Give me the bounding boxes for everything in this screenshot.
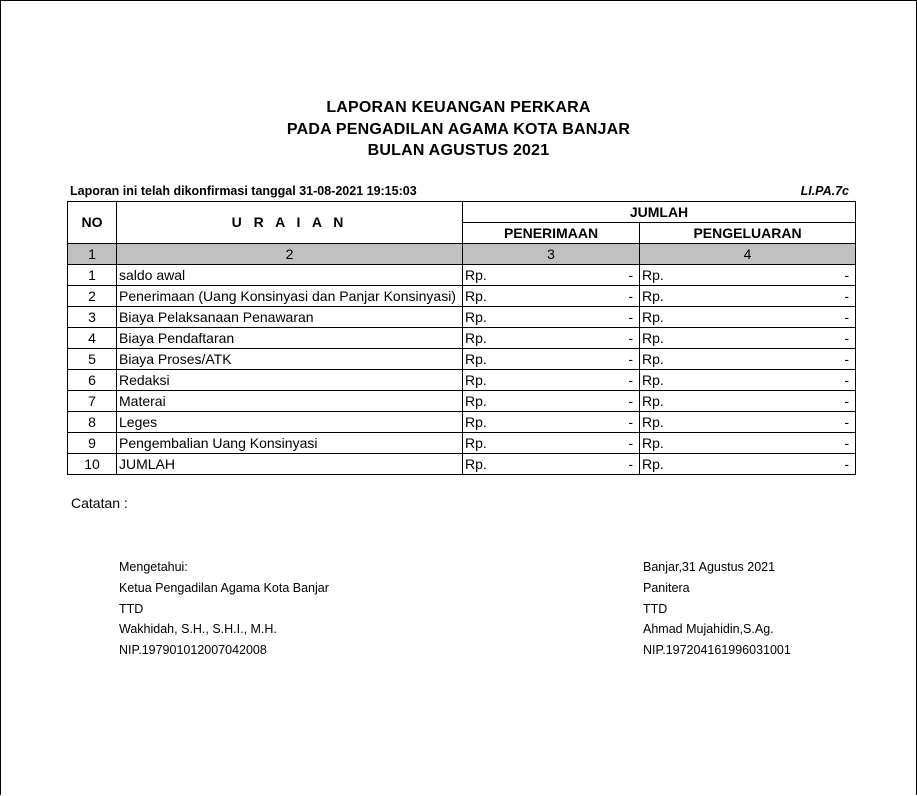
signature-left-name: Wakhidah, S.H., S.H.I., M.H. [119,622,277,637]
row-pengeluaran [640,349,856,370]
row-no: 8 [68,412,117,433]
amount-value: - [844,392,849,409]
currency-label: Rp. [465,434,487,451]
table-row [68,454,856,475]
row-penerimaan [463,433,640,454]
signature-left-line3: TTD [119,601,144,616]
amount-value: - [628,371,633,388]
table-row [68,328,856,349]
currency-label: Rp. [465,287,487,304]
currency-label: Rp. [465,266,487,283]
currency-label: Rp. [642,392,664,409]
row-pengeluaran [640,328,856,349]
row-pengeluaran [640,370,856,391]
row-uraian: JUMLAH [117,454,463,475]
signature-right-name: Ahmad Mujahidin,S.Ag. [643,622,774,637]
row-uraian: Leges [117,412,463,433]
row-penerimaan [463,391,640,412]
row-no: 7 [68,391,117,412]
signature-left-line1: Mengetahui: [119,560,188,574]
amount-value: - [628,413,633,430]
row-penerimaan [463,307,640,328]
row-uraian: Biaya Proses/ATK [117,349,463,370]
row-no: 10 [68,454,117,475]
header-pengeluaran: PENGELUARAN [640,223,856,244]
amount-value: - [628,266,633,283]
title-line-3: BULAN AGUSTUS 2021 [367,142,550,159]
row-pengeluaran [640,307,856,328]
header-uraian: U R A I A N [117,202,463,244]
table-row [68,391,856,412]
row-penerimaan [463,328,640,349]
table-header-row [68,202,856,223]
currency-label: Rp. [642,413,664,430]
amount-value: - [844,371,849,388]
currency-label: Rp. [465,350,487,367]
notes-label: Catatan : [71,495,128,511]
signature-left [119,557,329,661]
title-line-1: LAPORAN KEUANGAN PERKARA [326,99,591,116]
table-row [68,412,856,433]
amount-value: - [844,266,849,283]
row-uraian: Biaya Pendaftaran [117,328,463,349]
currency-label: Rp. [642,266,664,283]
amount-value: - [628,434,633,451]
amount-value: - [844,308,849,325]
row-penerimaan [463,370,640,391]
currency-label: Rp. [642,455,664,472]
table-row [68,265,856,286]
row-uraian: Pengembalian Uang Konsinyasi [117,433,463,454]
row-no: 2 [68,286,117,307]
column-number: 1 [68,244,117,265]
row-uraian: Materai [117,391,463,412]
row-pengeluaran [640,412,856,433]
signature-left-nip: NIP.197901012007042008 [119,643,267,658]
header-jumlah: JUMLAH [463,202,856,223]
table-row [68,433,856,454]
table-row [68,307,856,328]
amount-value: - [628,392,633,409]
signature-right-line2: Panitera [643,580,690,595]
row-no: 3 [68,307,117,328]
row-no: 4 [68,328,117,349]
amount-value: - [844,329,849,346]
amount-value: - [844,455,849,472]
row-no: 9 [68,433,117,454]
amount-value: - [844,350,849,367]
currency-label: Rp. [465,308,487,325]
column-number-row [68,244,856,265]
amount-value: - [628,308,633,325]
header-no: NO [68,202,117,244]
currency-label: Rp. [642,287,664,304]
amount-value: - [628,350,633,367]
currency-label: Rp. [465,413,487,430]
amount-value: - [628,329,633,346]
signature-left-line2: Ketua Pengadilan Agama Kota Banjar [119,580,329,595]
amount-value: - [628,455,633,472]
currency-label: Rp. [642,371,664,388]
form-code: LI.PA.7c [800,184,849,198]
row-pengeluaran [640,433,856,454]
signature-right-line1: Banjar,31 Agustus 2021 [643,560,776,574]
row-penerimaan [463,349,640,370]
table-row [68,349,856,370]
row-penerimaan [463,286,640,307]
amount-value: - [844,434,849,451]
amount-value: - [844,413,849,430]
row-uraian: saldo awal [117,265,463,286]
signature-right-line3: TTD [643,601,668,616]
confirmation-text: Laporan ini telah dikonfirmasi tanggal 31-08-2021 19:15:03 [70,184,417,198]
row-penerimaan [463,454,640,475]
row-uraian: Penerimaan (Uang Konsinyasi dan Panjar Konsinyasi) [117,286,463,307]
row-penerimaan [463,265,640,286]
row-uraian: Redaksi [117,370,463,391]
row-pengeluaran [640,265,856,286]
row-penerimaan [463,412,640,433]
amount-value: - [628,287,633,304]
report-table [67,201,856,475]
column-number: 4 [640,244,856,265]
currency-label: Rp. [642,350,664,367]
amount-value: - [844,287,849,304]
row-pengeluaran [640,391,856,412]
currency-label: Rp. [642,434,664,451]
currency-label: Rp. [642,308,664,325]
row-no: 6 [68,370,117,391]
title-line-2: PADA PENGADILAN AGAMA KOTA BANJAR [286,120,631,138]
signature-right [643,557,791,661]
table-row [68,370,856,391]
row-uraian: Biaya Pelaksanaan Penawaran [117,307,463,328]
report-title [0,97,917,162]
currency-label: Rp. [465,371,487,388]
signature-right-nip: NIP.197204161996031001 [643,643,791,658]
header-penerimaan: PENERIMAAN [463,223,640,244]
row-no: 5 [68,349,117,370]
row-no: 1 [68,265,117,286]
row-pengeluaran [640,454,856,475]
table-row [68,286,856,307]
currency-label: Rp. [465,455,487,472]
column-number: 3 [463,244,640,265]
column-number: 2 [117,244,463,265]
currency-label: Rp. [642,329,664,346]
row-pengeluaran [640,286,856,307]
currency-label: Rp. [465,392,487,409]
currency-label: Rp. [465,329,487,346]
